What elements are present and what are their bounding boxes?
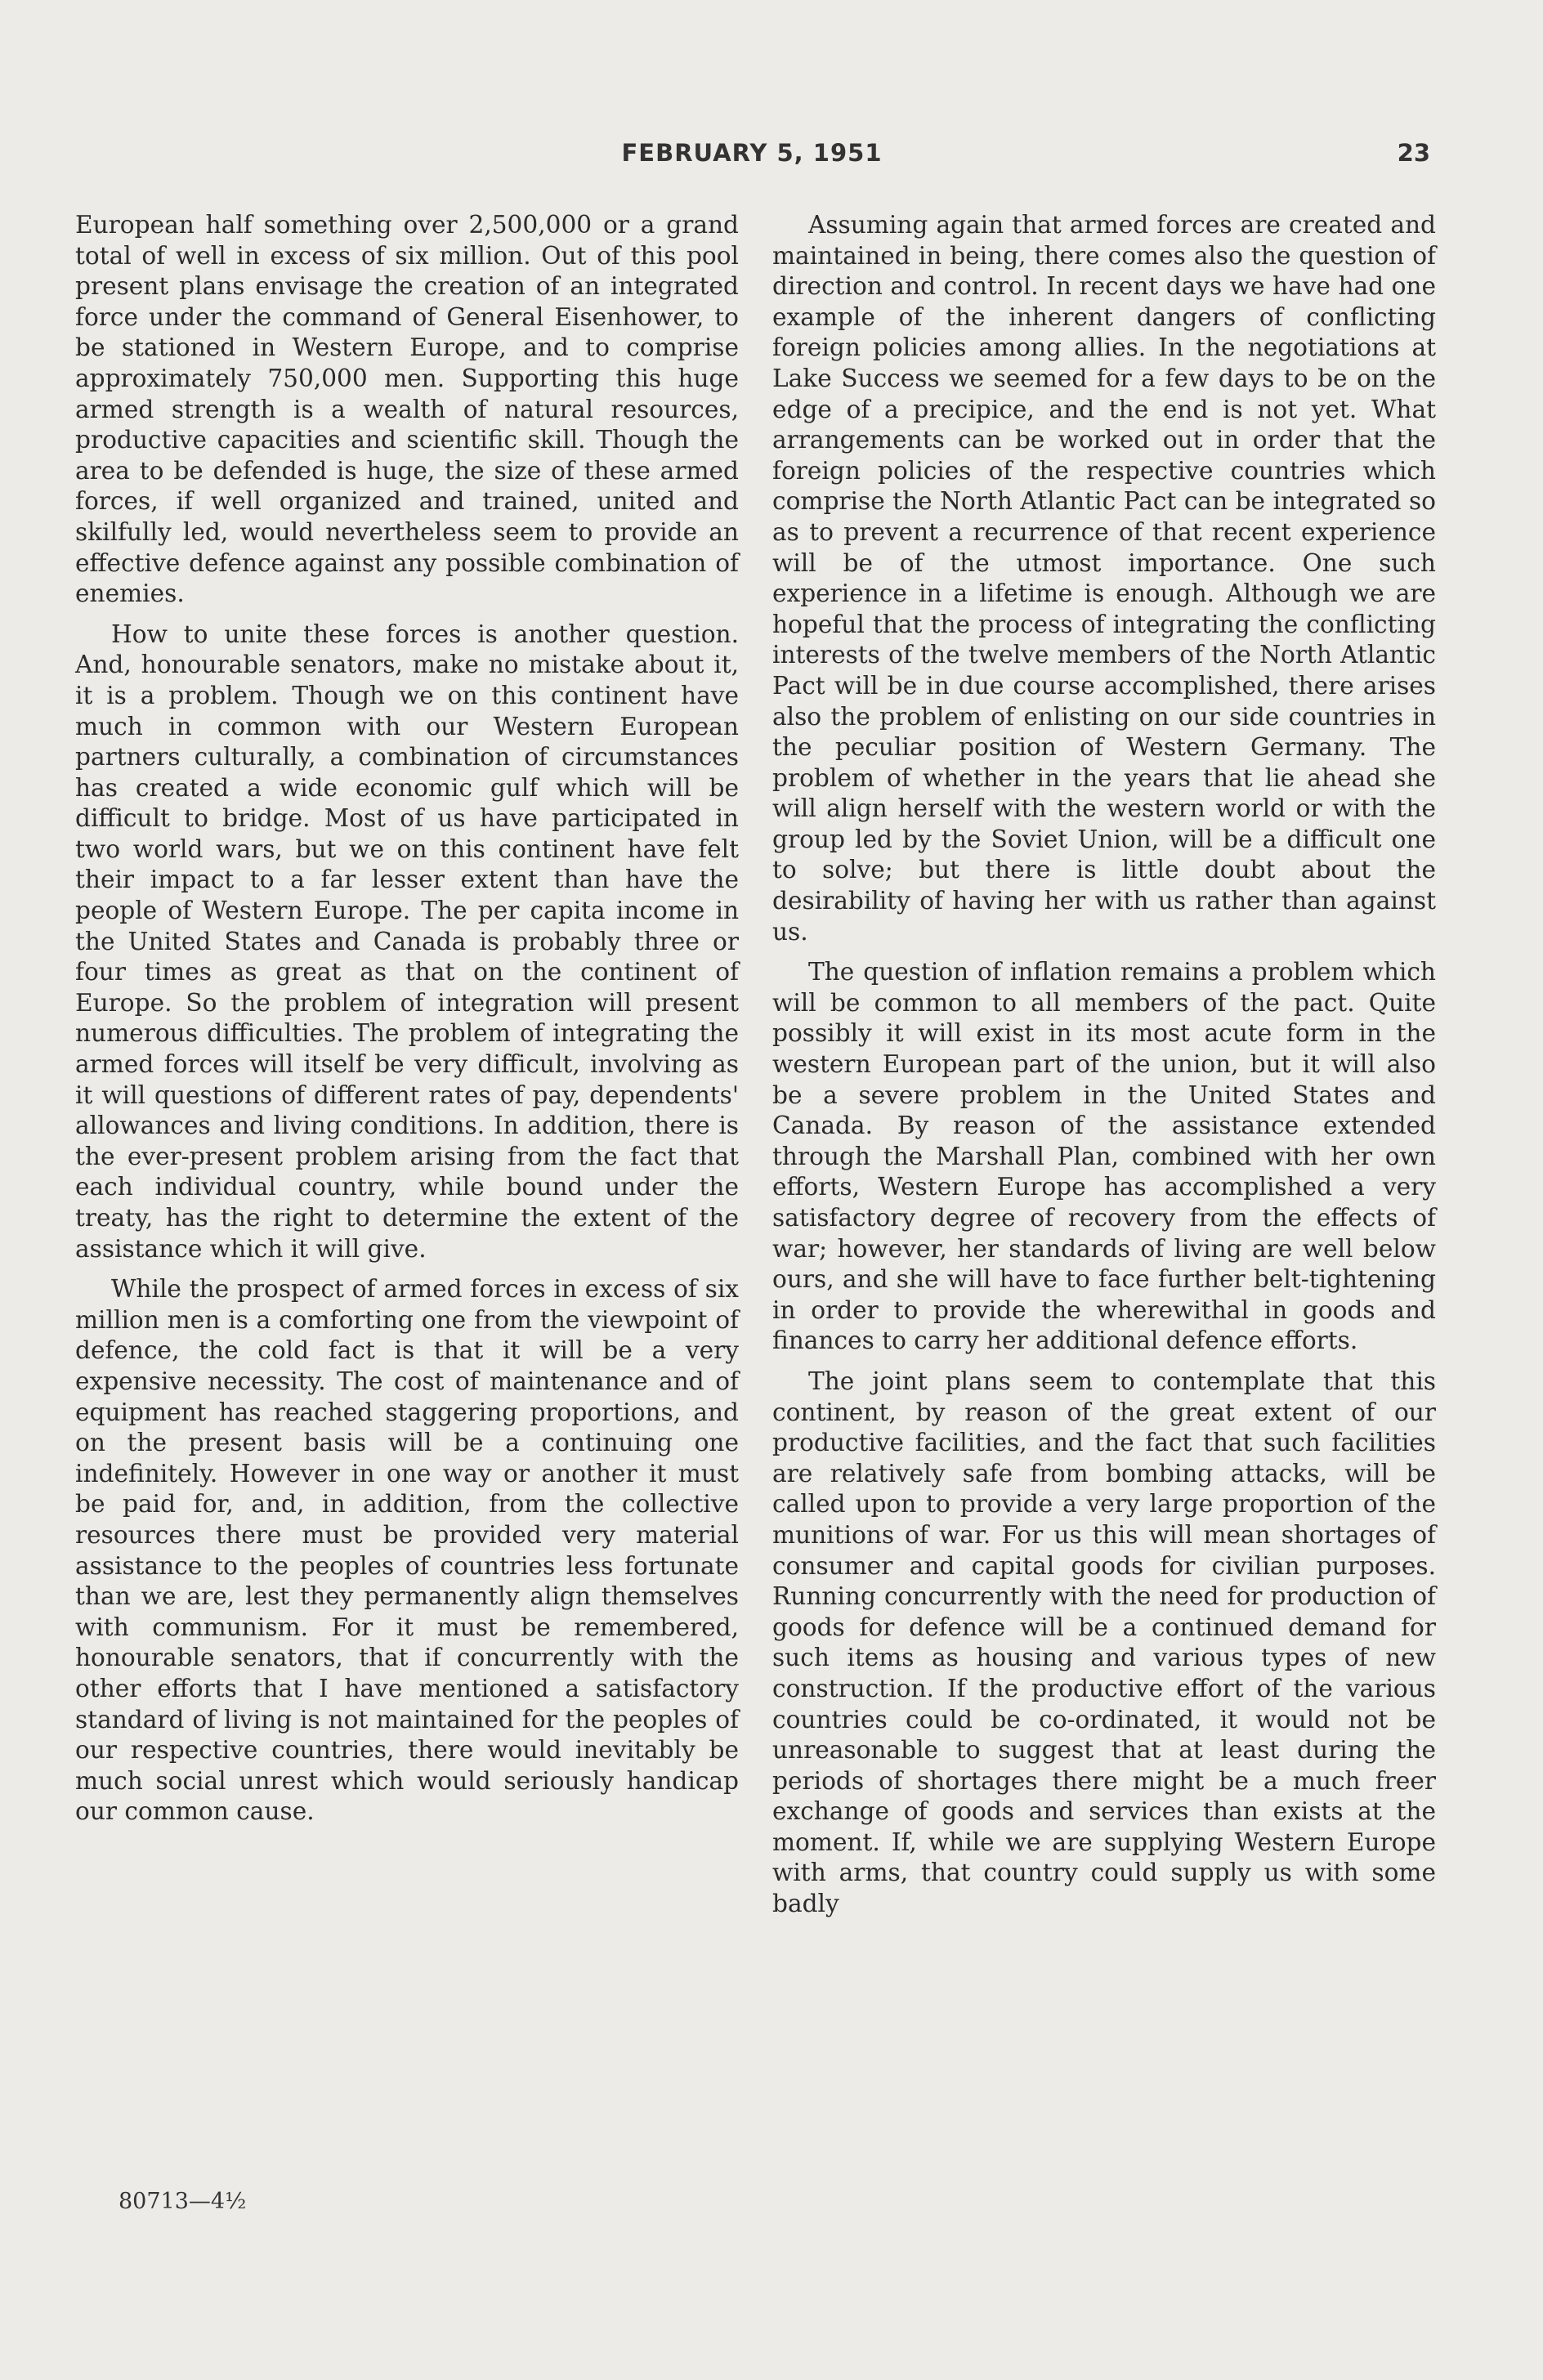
paragraph: The question of inflation remains a problem which will be common to all members of the pact. Quite possibly it will exist in its most acute form in the western European part of the union, but it will also be a severe problem in the United States and Canada. By reason of the assistance extended through the Marshall Plan, combined with her own efforts, Western Europe has accomplished a very satisfactory degree of recovery from the effects of war; however, her standards of living are well below ours, and she will have to face further belt-tightening in order to provide the wherewithal in goods and finances to carry her additional defence efforts. [772,958,1436,1355]
page-title: FEBRUARY 5, 1951 [621,139,883,167]
running-header [74,139,1430,175]
paragraph: The joint plans seem to contemplate that this continent, by reason of the great extent of our productive facilities, and the fact that such facilities are relatively safe from bombing attacks, will be called upon to provide a very large proportion of the munitions of war. For us this will mean shortages of consumer and capital goods for civilian purposes. Running concurrently with the need for production of goods for defence will be a continued demand for such items as housing and various types of new construction. If the productive effort of the various countries could be co-ordinated, it would not be unreasonable to suggest that at least during the periods of shortages there might be a much freer exchange of goods and services than exists at the moment. If, while we are supplying Western Europe with arms, that country could supply us with some badly [772,1367,1436,1918]
page-number: 23 [1397,139,1430,167]
paragraph: How to unite these forces is another question. And, honourable senators, make no mistake about it, it is a problem. Though we on this continent have much in common with our Western European partners culturally, a combination of circumstances has created a wide economic gulf which will be difficult to bridge. Most of us have participated in two world wars, but we on this continent have felt their impact to a far lesser extent than have the people of Western Europe. The per capita income in the United States and Canada is probably three or four times as great as that on the continent of Europe. So the problem of integration will present numerous difficulties. The problem of integrating the armed forces will itself be very difficult, involving as it will questions of different rates of pay, dependents' allowances and living conditions. In addition, there is the ever-present problem arising from the fact that each individual country, while bound under the treaty, has the right to determine the extent of the assistance which it will give. [75,620,739,1263]
left-column [75,210,739,1837]
printer-signature-mark: 80713—4½ [119,2189,247,2214]
paragraph: While the prospect of armed forces in excess of six million men is a comforting one from the viewpoint of defence, the cold fact is that it will be a very expensive necessity. The cost of maintenance and of equipment has reached staggering proportions, and on the present basis will be a continuing one indefinitely. However in one way or another it must be paid for, and, in addition, from the collective resources there must be provided very material assistance to the peoples of countries less fortunate than we are, lest they permanently align themselves with communism. For it must be remembered, honourable senators, that if concurrently with the other efforts that I have mentioned a satisfactory standard of living is not maintained for the peoples of our respective countries, there would inevitably be much social unrest which would seriously handicap our common cause. [75,1275,739,1826]
paragraph: European half something over 2,500,000 or a grand total of well in excess of six million. Out of this pool present plans envisage the creation of an integrated force under the command of General Eisenhower, to be stationed in Western Europe, and to comprise approximately 750,000 men. Supporting this huge armed strength is a wealth of natural resources, productive capacities and scientific skill. Though the area to be defended is huge, the size of these armed forces, if well organized and trained, united and skilfully led, would nevertheless seem to provide an effective defence against any possible combination of enemies. [75,211,739,608]
right-column [772,210,1436,1930]
paragraph: Assuming again that armed forces are created and maintained in being, there comes also the question of direction and control. In recent days we have had one example of the inherent dangers of conflicting foreign policies among allies. In the negotiations at Lake Success we seemed for a few days to be on the edge of a precipice, and the end is not yet. What arrangements can be worked out in order that the foreign policies of the respective countries which comprise the North Atlantic Pact can be integrated so as to prevent a recurrence of that recent experience will be of the utmost importance. One such experience in a lifetime is enough. Although we are hopeful that the process of integrating the conflicting interests of the twelve members of the North Atlantic Pact will be in due course accomplished, there arises also the problem of enlisting on our side countries in the peculiar position of Western Germany. The problem of whether in the years that lie ahead she will align herself with the western world or with the group led by the Soviet Union, will be a difficult one to solve; but there is little doubt about the desirability of having her with us rather than against us. [772,211,1436,946]
